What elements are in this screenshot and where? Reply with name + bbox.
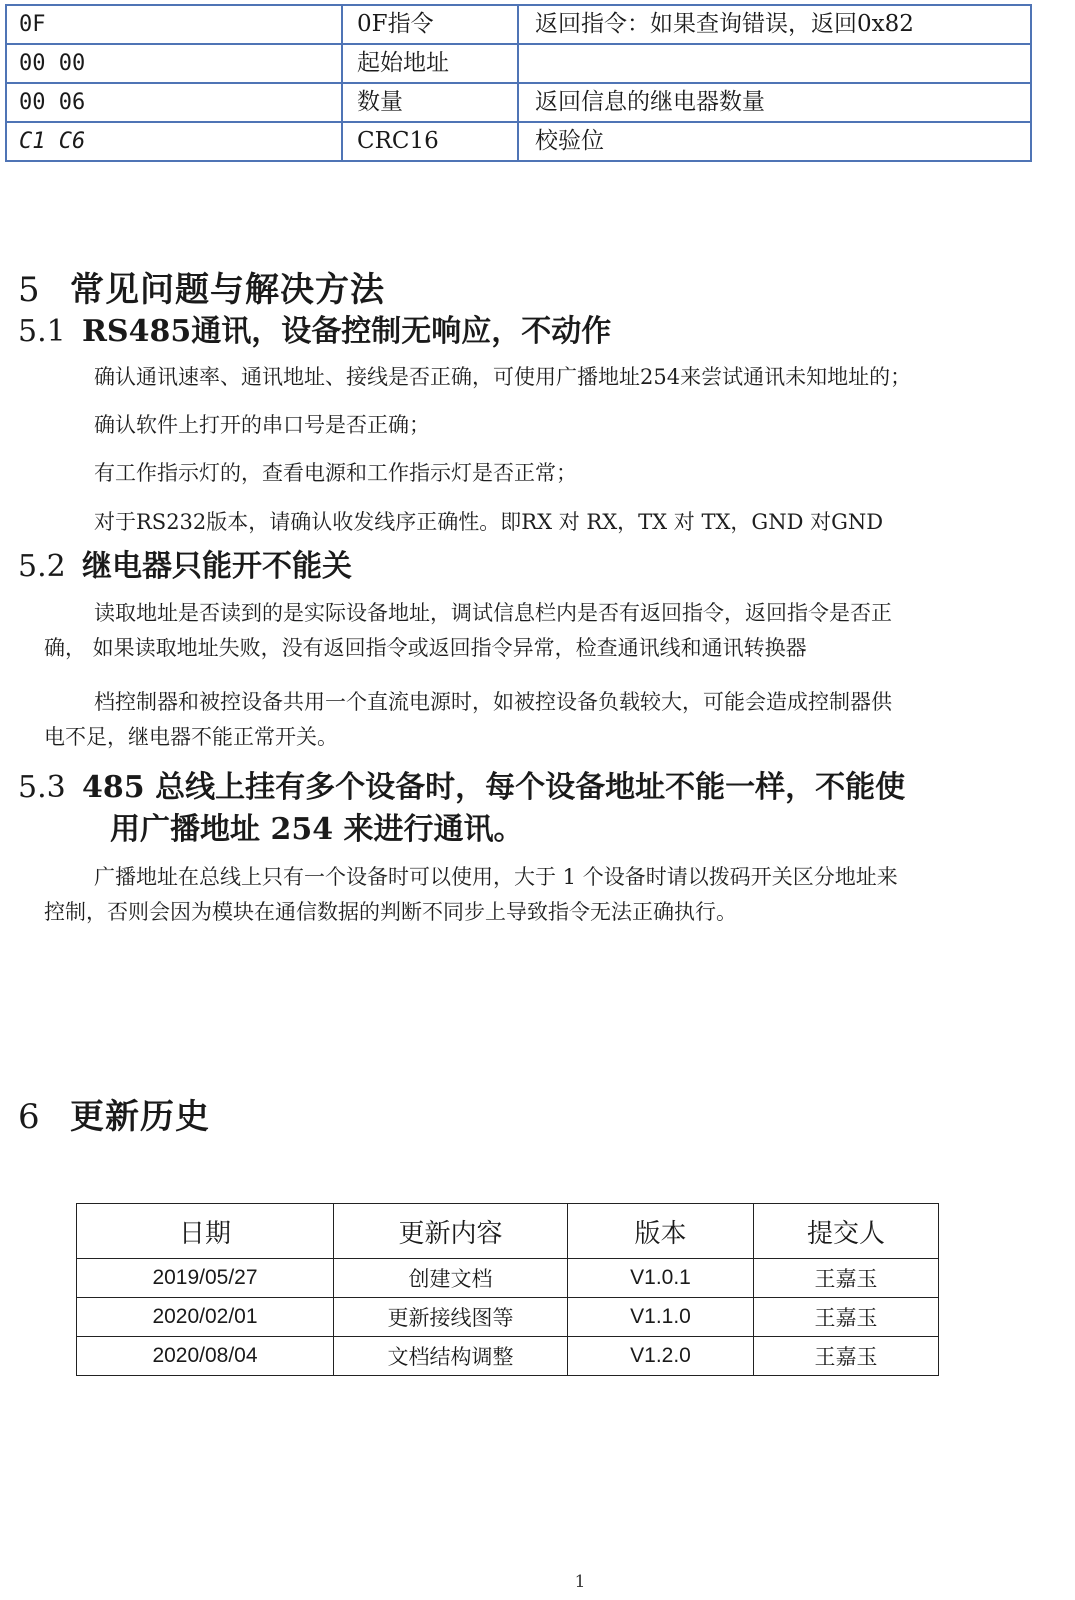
table-row xyxy=(77,1298,939,1337)
paragraph: 对于RS232版本，请确认收发线序正确性。即RX 对 RX，TX 对 TX，GND 对GND xyxy=(94,510,884,534)
table-header-row xyxy=(77,1204,939,1259)
history-table xyxy=(76,1203,939,1376)
paragraph-line: 确， 如果读取地址失败，没有返回指令或返回指令异常，检查通讯线和通讯转换器 xyxy=(44,636,807,660)
table-cell: 返回信息的继电器数量 xyxy=(518,83,1031,122)
author-cell: 王嘉玉 xyxy=(754,1337,939,1376)
author-cell: 王嘉玉 xyxy=(754,1298,939,1337)
column-header-version: 版本 xyxy=(568,1204,754,1259)
author-cell: 王嘉玉 xyxy=(754,1259,939,1298)
date-cell: 2020/02/01 xyxy=(77,1298,334,1337)
version-cell: V1.2.0 xyxy=(568,1337,754,1376)
table-cell: CRC16 xyxy=(342,122,518,161)
table-row xyxy=(6,5,1031,44)
table-cell: 返回指令：如果查询错误，返回0x82 xyxy=(518,5,1031,44)
content-cell: 文档结构调整 xyxy=(334,1337,568,1376)
section-title: 常见问题与解决方法 xyxy=(70,270,385,310)
column-header-author: 提交人 xyxy=(754,1204,939,1259)
subsection-title: 485 总线上挂有多个设备时，每个设备地址不能一样，不能使 xyxy=(82,770,906,805)
table-row xyxy=(6,83,1031,122)
section-number: 6 xyxy=(18,1097,41,1137)
paragraph: 确认通讯速率、通讯地址、接线是否正确，可使用广播地址254来尝试通讯未知地址的； xyxy=(94,365,912,389)
paragraph-line: 控制，否则会因为模块在通信数据的判断不同步上导致指令无法正确执行。 xyxy=(44,900,737,924)
table-cell: 0F xyxy=(6,5,342,44)
subsection-5-2-heading xyxy=(18,541,352,585)
section-5-heading xyxy=(18,262,385,311)
subsection-title: RS485通讯，设备控制无响应，不动作 xyxy=(82,314,612,349)
table-row xyxy=(6,44,1031,83)
table-cell: C1 C6 xyxy=(6,122,342,161)
page-number: 1 xyxy=(574,1572,586,1592)
section-title: 更新历史 xyxy=(70,1097,210,1137)
date-cell: 2019/05/27 xyxy=(77,1259,334,1298)
table-cell: 0F指令 xyxy=(342,5,518,44)
command-table xyxy=(5,4,1032,162)
table-cell: 00 06 xyxy=(6,83,342,122)
version-cell: V1.1.0 xyxy=(568,1298,754,1337)
date-cell: 2020/08/04 xyxy=(77,1337,334,1376)
section-6-heading xyxy=(18,1089,210,1138)
subsection-5-1-heading xyxy=(18,306,611,350)
subsection-number: 5.3 xyxy=(18,770,66,805)
paragraph: 确认软件上打开的串口号是否正确； xyxy=(94,413,430,437)
paragraph-line: 档控制器和被控设备共用一个直流电源时，如被控设备负载较大，可能会造成控制器供 xyxy=(94,690,892,714)
paragraph-line: 广播地址在总线上只有一个设备时可以使用，大于 1 个设备时请以拨码开关区分地址来 xyxy=(94,865,898,889)
content-cell: 创建文档 xyxy=(334,1259,568,1298)
column-header-content: 更新内容 xyxy=(334,1204,568,1259)
table-cell: 校验位 xyxy=(518,122,1031,161)
table-cell: 数量 xyxy=(342,83,518,122)
subsection-number: 5.1 xyxy=(18,314,66,349)
paragraph-line: 读取地址是否读到的是实际设备地址，调试信息栏内是否有返回指令，返回指令是否正 xyxy=(94,601,892,625)
table-row xyxy=(77,1259,939,1298)
table-cell xyxy=(518,44,1031,83)
subsection-title: 继电器只能开不能关 xyxy=(82,549,352,584)
table-cell: 起始地址 xyxy=(342,44,518,83)
subsection-number: 5.2 xyxy=(18,549,66,584)
paragraph: 有工作指示灯的，查看电源和工作指示灯是否正常； xyxy=(94,461,577,485)
table-cell: 00 00 xyxy=(6,44,342,83)
subsection-5-3-heading-continued: 用广播地址 254 来进行通讯。 xyxy=(110,812,524,847)
version-cell: V1.0.1 xyxy=(568,1259,754,1298)
subsection-5-3-heading xyxy=(18,762,905,806)
content-cell: 更新接线图等 xyxy=(334,1298,568,1337)
table-row xyxy=(77,1337,939,1376)
section-number: 5 xyxy=(18,270,41,310)
paragraph-line: 电不足，继电器不能正常开关。 xyxy=(44,725,338,749)
column-header-date: 日期 xyxy=(77,1204,334,1259)
table-row xyxy=(6,122,1031,161)
